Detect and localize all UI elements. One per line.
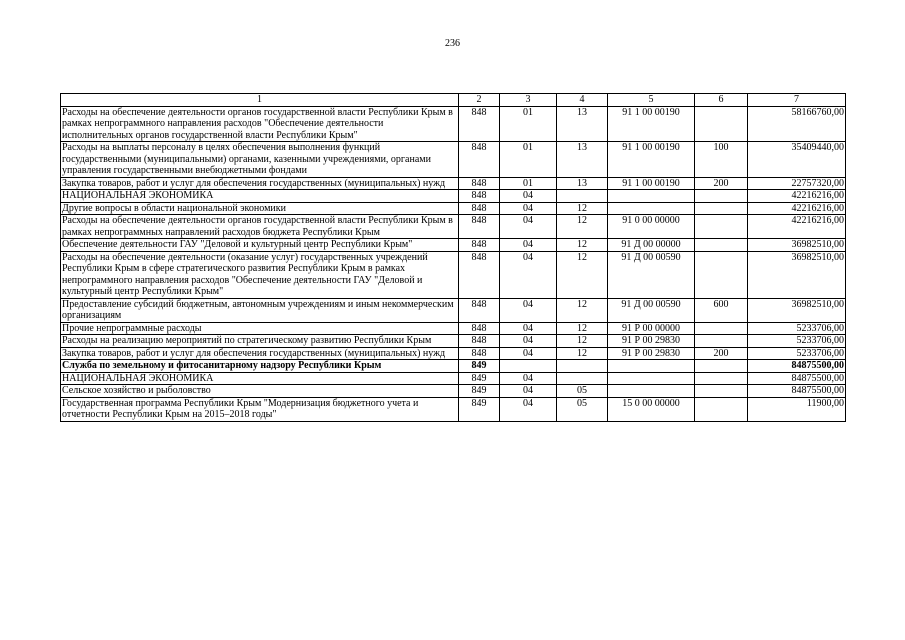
row-subsection-cell: 05 [557, 397, 608, 421]
row-name-cell: Закупка товаров, работ и услуг для обеспечения государственных (муниципальных) нужд [61, 347, 459, 360]
header-cell: 5 [608, 94, 695, 107]
budget-table [60, 93, 846, 422]
row-section-cell: 04 [500, 372, 557, 385]
header-cell: 7 [748, 94, 846, 107]
row-type-cell [695, 106, 748, 142]
row-target-cell: 91 0 00 00000 [608, 215, 695, 239]
row-amount-cell: 36982510,00 [748, 239, 846, 252]
row-amount-cell: 84875500,00 [748, 372, 846, 385]
row-amount-cell: 22757320,00 [748, 177, 846, 190]
row-type-cell [695, 215, 748, 239]
row-type-cell: 200 [695, 347, 748, 360]
row-subsection-cell: 12 [557, 202, 608, 215]
table-row [61, 372, 846, 385]
row-code-cell: 848 [459, 106, 500, 142]
row-target-cell: 91 1 00 00190 [608, 142, 695, 178]
row-name-cell: Расходы на обеспечение деятельности органов государственной власти Республики Крым в рамках непрограммного направления расходов "Обеспечение деятельности исполнительных органов государственной власти Республики Крым" [61, 106, 459, 142]
row-amount-cell: 84875500,00 [748, 360, 846, 373]
header-cell: 2 [459, 94, 500, 107]
row-code-cell: 848 [459, 215, 500, 239]
row-name-cell: Расходы на обеспечение деятельности (оказание услуг) государственных учреждений Республики Крым в сфере стратегического развития Республики Крым в рамках непрограммного направления расходов "Обеспечение деятельности ГАУ "Деловой и культурный центр Республики Крым" [61, 251, 459, 298]
table-row [61, 106, 846, 142]
table-row [61, 177, 846, 190]
table-row [61, 251, 846, 298]
row-amount-cell: 36982510,00 [748, 298, 846, 322]
table-row [61, 142, 846, 178]
row-name-cell: Расходы на реализацию мероприятий по стратегическому развитию Республики Крым [61, 335, 459, 348]
table-row [61, 360, 846, 373]
header-cell: 1 [61, 94, 459, 107]
row-type-cell: 200 [695, 177, 748, 190]
row-type-cell [695, 385, 748, 398]
row-section-cell: 04 [500, 251, 557, 298]
table-row [61, 322, 846, 335]
row-code-cell: 848 [459, 190, 500, 203]
header-cell: 6 [695, 94, 748, 107]
row-type-cell [695, 251, 748, 298]
table-row [61, 385, 846, 398]
row-name-cell: Сельское хозяйство и рыболовство [61, 385, 459, 398]
header-row [61, 94, 846, 107]
table-row [61, 190, 846, 203]
row-amount-cell: 58166760,00 [748, 106, 846, 142]
row-type-cell [695, 239, 748, 252]
row-name-cell: Другие вопросы в области национальной экономики [61, 202, 459, 215]
table-row [61, 347, 846, 360]
row-code-cell: 848 [459, 251, 500, 298]
row-subsection-cell [557, 372, 608, 385]
row-section-cell: 04 [500, 239, 557, 252]
row-subsection-cell: 12 [557, 335, 608, 348]
row-subsection-cell: 12 [557, 347, 608, 360]
row-amount-cell: 42216216,00 [748, 202, 846, 215]
row-name-cell: Предоставление субсидий бюджетным, автономным учреждениям и иным некоммерческим организациям [61, 298, 459, 322]
row-code-cell: 849 [459, 385, 500, 398]
row-amount-cell: 36982510,00 [748, 251, 846, 298]
row-type-cell [695, 190, 748, 203]
row-type-cell [695, 322, 748, 335]
row-subsection-cell: 12 [557, 322, 608, 335]
row-amount-cell: 5233706,00 [748, 335, 846, 348]
row-target-cell: 91 Р 00 29830 [608, 335, 695, 348]
row-type-cell: 600 [695, 298, 748, 322]
row-name-cell: Служба по земельному и фитосанитарному надзору Республики Крым [61, 360, 459, 373]
row-amount-cell: 42216216,00 [748, 215, 846, 239]
row-type-cell [695, 397, 748, 421]
row-subsection-cell: 12 [557, 251, 608, 298]
page-number: 236 [445, 38, 460, 49]
table-row [61, 215, 846, 239]
row-target-cell [608, 202, 695, 215]
row-subsection-cell [557, 360, 608, 373]
row-name-cell: Расходы на выплаты персоналу в целях обеспечения выполнения функций государственными (муниципальными) органами, казенными учреждениями, органами управления государственными внебюджетными фондами [61, 142, 459, 178]
row-target-cell: 91 1 00 00190 [608, 177, 695, 190]
row-section-cell: 04 [500, 215, 557, 239]
row-target-cell [608, 385, 695, 398]
row-code-cell: 849 [459, 397, 500, 421]
row-section-cell: 04 [500, 347, 557, 360]
row-section-cell: 04 [500, 298, 557, 322]
row-type-cell [695, 360, 748, 373]
row-target-cell: 15 0 00 00000 [608, 397, 695, 421]
row-name-cell: Государственная программа Республики Крым "Модернизация бюджетного учета и отчетности Республики Крым на 2015–2018 годы" [61, 397, 459, 421]
table-row [61, 298, 846, 322]
row-section-cell: 04 [500, 397, 557, 421]
row-code-cell: 848 [459, 298, 500, 322]
header-cell: 3 [500, 94, 557, 107]
table-row [61, 397, 846, 421]
row-code-cell: 849 [459, 360, 500, 373]
row-amount-cell: 11900,00 [748, 397, 846, 421]
row-subsection-cell: 05 [557, 385, 608, 398]
row-name-cell: Закупка товаров, работ и услуг для обеспечения государственных (муниципальных) нужд [61, 177, 459, 190]
row-amount-cell: 5233706,00 [748, 322, 846, 335]
row-amount-cell: 42216216,00 [748, 190, 846, 203]
row-subsection-cell: 13 [557, 142, 608, 178]
row-code-cell: 848 [459, 177, 500, 190]
row-code-cell: 849 [459, 372, 500, 385]
row-name-cell: Обеспечение деятельности ГАУ "Деловой и культурный центр Республики Крым" [61, 239, 459, 252]
row-name-cell: Расходы на обеспечение деятельности органов государственной власти Республики Крым в рамках непрограммных направлений расходов бюджета Республики Крым [61, 215, 459, 239]
row-section-cell: 01 [500, 142, 557, 178]
row-target-cell: 91 1 00 00190 [608, 106, 695, 142]
row-subsection-cell: 12 [557, 215, 608, 239]
table-row [61, 335, 846, 348]
row-code-cell: 848 [459, 322, 500, 335]
row-subsection-cell [557, 190, 608, 203]
row-section-cell: 04 [500, 202, 557, 215]
row-type-cell: 100 [695, 142, 748, 178]
row-code-cell: 848 [459, 335, 500, 348]
row-section-cell [500, 360, 557, 373]
row-amount-cell: 5233706,00 [748, 347, 846, 360]
row-subsection-cell: 13 [557, 177, 608, 190]
row-target-cell [608, 190, 695, 203]
row-subsection-cell: 12 [557, 298, 608, 322]
row-section-cell: 01 [500, 106, 557, 142]
row-target-cell: 91 Д 00 00590 [608, 251, 695, 298]
row-target-cell: 91 Д 00 00590 [608, 298, 695, 322]
header-cell: 4 [557, 94, 608, 107]
row-type-cell [695, 372, 748, 385]
row-section-cell: 04 [500, 385, 557, 398]
row-target-cell [608, 360, 695, 373]
row-subsection-cell: 12 [557, 239, 608, 252]
row-name-cell: НАЦИОНАЛЬНАЯ ЭКОНОМИКА [61, 372, 459, 385]
row-subsection-cell: 13 [557, 106, 608, 142]
row-type-cell [695, 202, 748, 215]
row-amount-cell: 84875500,00 [748, 385, 846, 398]
row-target-cell [608, 372, 695, 385]
row-amount-cell: 35409440,00 [748, 142, 846, 178]
row-name-cell: Прочие непрограммные расходы [61, 322, 459, 335]
row-name-cell: НАЦИОНАЛЬНАЯ ЭКОНОМИКА [61, 190, 459, 203]
row-target-cell: 91 Р 00 00000 [608, 322, 695, 335]
row-type-cell [695, 335, 748, 348]
row-code-cell: 848 [459, 142, 500, 178]
row-code-cell: 848 [459, 239, 500, 252]
row-code-cell: 848 [459, 202, 500, 215]
row-section-cell: 04 [500, 335, 557, 348]
table-row [61, 202, 846, 215]
row-target-cell: 91 Д 00 00000 [608, 239, 695, 252]
row-section-cell: 01 [500, 177, 557, 190]
table-row [61, 239, 846, 252]
row-section-cell: 04 [500, 190, 557, 203]
row-target-cell: 91 Р 00 29830 [608, 347, 695, 360]
row-section-cell: 04 [500, 322, 557, 335]
row-code-cell: 848 [459, 347, 500, 360]
